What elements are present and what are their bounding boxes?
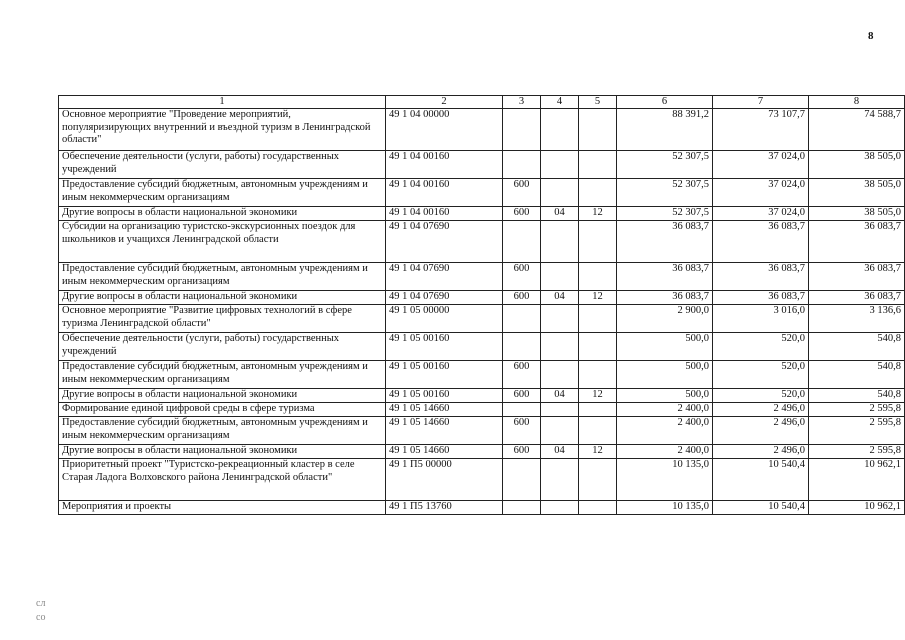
row-value-cell: 12 <box>579 389 617 403</box>
margin-mark: сл <box>36 598 46 609</box>
row-value-cell: 12 <box>579 291 617 305</box>
row-value-cell: 540,8 <box>809 389 905 403</box>
row-value-cell: 2 496,0 <box>713 445 809 459</box>
row-value-cell: 36 083,7 <box>617 291 713 305</box>
row-value-cell: 49 1 05 00160 <box>386 389 503 403</box>
row-value-cell: 37 024,0 <box>713 207 809 221</box>
table-row <box>59 389 905 403</box>
row-value-cell: 49 1 05 14660 <box>386 417 503 445</box>
row-value-cell <box>541 501 579 515</box>
row-value-cell <box>503 459 541 501</box>
row-value-cell: 52 307,5 <box>617 179 713 207</box>
row-value-cell <box>579 305 617 333</box>
row-value-cell: 36 083,7 <box>713 263 809 291</box>
row-value-cell: 600 <box>503 417 541 445</box>
budget-table <box>58 95 905 515</box>
row-value-cell: 10 540,4 <box>713 459 809 501</box>
row-name-cell: Приоритетный проект "Туристско-рекреационный кластер в селе Старая Ладога Волховского района Ленинградской области" <box>59 459 386 501</box>
row-value-cell <box>541 221 579 263</box>
header-cell: 6 <box>617 96 713 109</box>
row-value-cell: 600 <box>503 445 541 459</box>
row-value-cell: 38 505,0 <box>809 207 905 221</box>
row-value-cell: 3 136,6 <box>809 305 905 333</box>
row-value-cell: 500,0 <box>617 389 713 403</box>
row-name-cell: Основное мероприятие "Проведение мероприятий, популяризирующих внутренний и въездной туризм в Ленинградской области" <box>59 109 386 151</box>
row-value-cell <box>503 501 541 515</box>
row-value-cell: 2 400,0 <box>617 445 713 459</box>
row-value-cell: 2 400,0 <box>617 403 713 417</box>
row-value-cell: 73 107,7 <box>713 109 809 151</box>
row-value-cell <box>503 333 541 361</box>
row-name-cell: Обеспечение деятельности (услуги, работы) государственных учреждений <box>59 333 386 361</box>
row-value-cell: 36 083,7 <box>809 263 905 291</box>
row-name-cell: Предоставление субсидий бюджетным, автономным учреждениям и иным некоммерческим организациям <box>59 179 386 207</box>
row-value-cell: 04 <box>541 291 579 305</box>
row-value-cell: 49 1 П5 13760 <box>386 501 503 515</box>
row-value-cell <box>579 179 617 207</box>
row-value-cell <box>579 333 617 361</box>
row-value-cell <box>541 361 579 389</box>
row-value-cell: 10 540,4 <box>713 501 809 515</box>
table-row <box>59 501 905 515</box>
row-value-cell: 38 505,0 <box>809 151 905 179</box>
row-name-cell: Мероприятия и проекты <box>59 501 386 515</box>
row-value-cell: 04 <box>541 445 579 459</box>
row-value-cell: 520,0 <box>713 333 809 361</box>
row-value-cell <box>579 501 617 515</box>
table-row <box>59 361 905 389</box>
row-value-cell: 10 135,0 <box>617 459 713 501</box>
row-value-cell: 2 496,0 <box>713 403 809 417</box>
row-value-cell <box>579 221 617 263</box>
table-row <box>59 305 905 333</box>
row-name-cell: Основное мероприятие "Развитие цифровых технологий в сфере туризма Ленинградской области" <box>59 305 386 333</box>
row-value-cell: 540,8 <box>809 361 905 389</box>
header-cell: 8 <box>809 96 905 109</box>
row-name-cell: Обеспечение деятельности (услуги, работы) государственных учреждений <box>59 151 386 179</box>
row-name-cell: Другие вопросы в области национальной экономики <box>59 291 386 305</box>
row-value-cell: 36 083,7 <box>809 221 905 263</box>
row-value-cell <box>541 403 579 417</box>
table-row <box>59 109 905 151</box>
row-value-cell <box>541 333 579 361</box>
row-value-cell: 49 1 05 14660 <box>386 403 503 417</box>
row-value-cell: 2 900,0 <box>617 305 713 333</box>
row-value-cell: 36 083,7 <box>617 263 713 291</box>
table-row <box>59 221 905 263</box>
row-value-cell: 49 1 05 00000 <box>386 305 503 333</box>
row-value-cell: 2 496,0 <box>713 417 809 445</box>
table-row <box>59 291 905 305</box>
row-name-cell: Предоставление субсидий бюджетным, автономным учреждениям и иным некоммерческим организациям <box>59 263 386 291</box>
table-body <box>59 109 905 515</box>
margin-mark: со <box>36 612 46 623</box>
row-value-cell: 49 1 04 00000 <box>386 109 503 151</box>
row-value-cell: 520,0 <box>713 361 809 389</box>
row-value-cell: 49 1 04 00160 <box>386 207 503 221</box>
row-value-cell: 500,0 <box>617 361 713 389</box>
row-value-cell: 49 1 04 00160 <box>386 151 503 179</box>
row-value-cell: 52 307,5 <box>617 207 713 221</box>
row-value-cell: 49 1 05 00160 <box>386 333 503 361</box>
row-value-cell: 600 <box>503 207 541 221</box>
row-value-cell: 3 016,0 <box>713 305 809 333</box>
row-value-cell: 49 1 05 14660 <box>386 445 503 459</box>
table-row <box>59 445 905 459</box>
row-value-cell: 10 962,1 <box>809 459 905 501</box>
row-value-cell <box>541 263 579 291</box>
row-value-cell: 2 595,8 <box>809 403 905 417</box>
row-value-cell <box>579 263 617 291</box>
row-name-cell: Субсидии на организацию туристско-экскурсионных поездок для школьников и учащихся Ленинградской области <box>59 221 386 263</box>
row-name-cell: Другие вопросы в области национальной экономики <box>59 389 386 403</box>
row-value-cell: 600 <box>503 389 541 403</box>
row-value-cell <box>503 403 541 417</box>
table-row <box>59 179 905 207</box>
table-header-row <box>59 96 905 109</box>
row-value-cell: 540,8 <box>809 333 905 361</box>
row-value-cell: 04 <box>541 389 579 403</box>
row-value-cell: 49 1 04 07690 <box>386 221 503 263</box>
table-row <box>59 151 905 179</box>
row-value-cell: 52 307,5 <box>617 151 713 179</box>
row-value-cell <box>579 459 617 501</box>
header-cell: 1 <box>59 96 386 109</box>
row-value-cell <box>541 305 579 333</box>
row-value-cell <box>503 305 541 333</box>
row-value-cell: 10 962,1 <box>809 501 905 515</box>
table-row <box>59 417 905 445</box>
table-row <box>59 333 905 361</box>
row-value-cell: 38 505,0 <box>809 179 905 207</box>
table-row <box>59 403 905 417</box>
row-value-cell: 49 1 04 07690 <box>386 263 503 291</box>
row-value-cell: 36 083,7 <box>809 291 905 305</box>
header-cell: 3 <box>503 96 541 109</box>
row-value-cell: 2 595,8 <box>809 417 905 445</box>
row-value-cell: 36 083,7 <box>713 221 809 263</box>
row-value-cell: 49 1 04 00160 <box>386 179 503 207</box>
row-value-cell: 12 <box>579 445 617 459</box>
header-cell: 7 <box>713 96 809 109</box>
row-value-cell: 2 595,8 <box>809 445 905 459</box>
row-value-cell: 37 024,0 <box>713 151 809 179</box>
row-value-cell: 36 083,7 <box>713 291 809 305</box>
row-value-cell <box>541 109 579 151</box>
row-value-cell: 520,0 <box>713 389 809 403</box>
header-cell: 4 <box>541 96 579 109</box>
header-cell: 5 <box>579 96 617 109</box>
row-name-cell: Предоставление субсидий бюджетным, автономным учреждениям и иным некоммерческим организациям <box>59 417 386 445</box>
header-cell: 2 <box>386 96 503 109</box>
row-value-cell: 12 <box>579 207 617 221</box>
row-value-cell: 88 391,2 <box>617 109 713 151</box>
row-value-cell <box>579 361 617 389</box>
row-value-cell <box>579 151 617 179</box>
row-name-cell: Другие вопросы в области национальной экономики <box>59 445 386 459</box>
row-value-cell <box>579 403 617 417</box>
row-value-cell: 49 1 П5 00000 <box>386 459 503 501</box>
row-name-cell: Предоставление субсидий бюджетным, автономным учреждениям и иным некоммерческим организациям <box>59 361 386 389</box>
row-value-cell <box>541 417 579 445</box>
row-value-cell: 10 135,0 <box>617 501 713 515</box>
row-value-cell: 49 1 05 00160 <box>386 361 503 389</box>
row-value-cell: 2 400,0 <box>617 417 713 445</box>
page-number: 8 <box>868 30 874 42</box>
row-value-cell: 600 <box>503 263 541 291</box>
row-value-cell: 04 <box>541 207 579 221</box>
row-value-cell <box>541 179 579 207</box>
table-row <box>59 459 905 501</box>
row-value-cell <box>503 221 541 263</box>
row-value-cell: 74 588,7 <box>809 109 905 151</box>
row-value-cell: 600 <box>503 179 541 207</box>
row-value-cell <box>579 417 617 445</box>
row-name-cell: Другие вопросы в области национальной экономики <box>59 207 386 221</box>
row-value-cell <box>503 151 541 179</box>
row-value-cell <box>503 109 541 151</box>
row-value-cell <box>541 151 579 179</box>
row-value-cell: 49 1 04 07690 <box>386 291 503 305</box>
row-value-cell <box>579 109 617 151</box>
row-value-cell: 37 024,0 <box>713 179 809 207</box>
table-row <box>59 263 905 291</box>
row-value-cell: 500,0 <box>617 333 713 361</box>
table-row <box>59 207 905 221</box>
row-name-cell: Формирование единой цифровой среды в сфере туризма <box>59 403 386 417</box>
row-value-cell: 600 <box>503 361 541 389</box>
row-value-cell: 600 <box>503 291 541 305</box>
row-value-cell <box>541 459 579 501</box>
row-value-cell: 36 083,7 <box>617 221 713 263</box>
